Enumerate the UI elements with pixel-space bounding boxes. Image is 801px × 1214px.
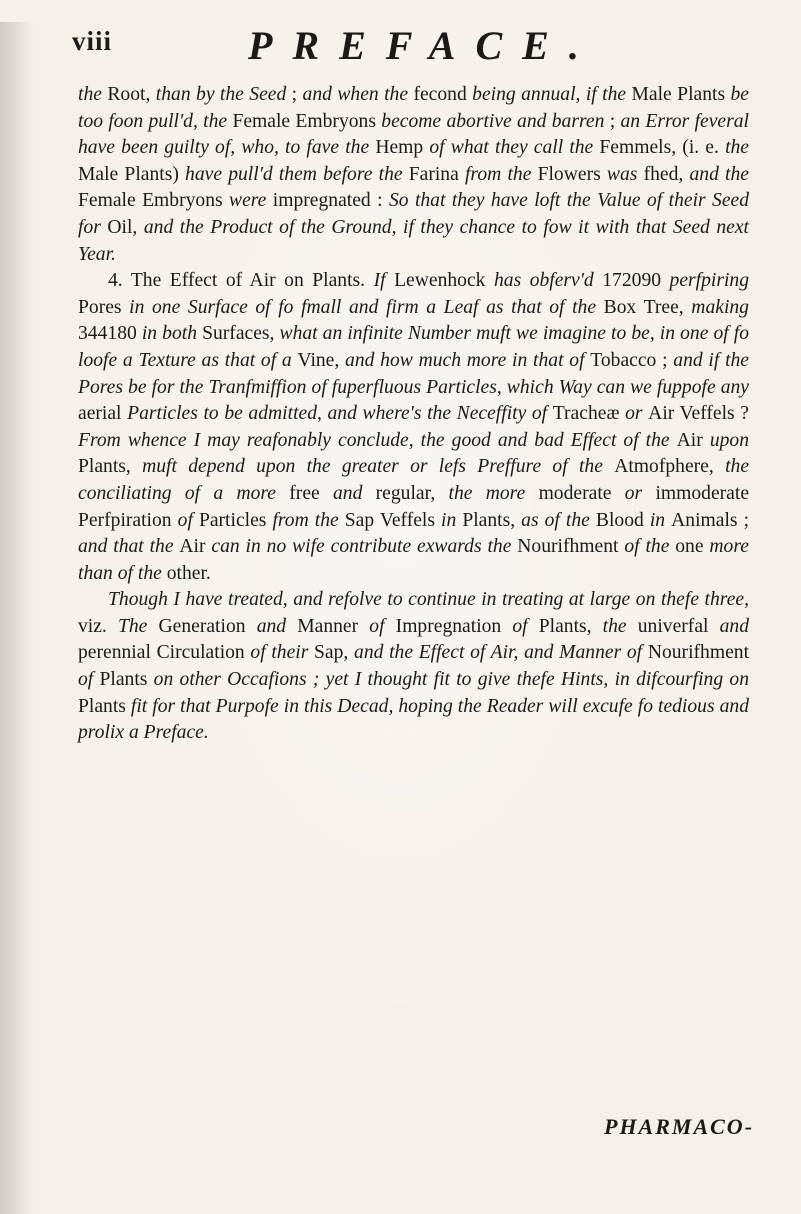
catchword: PHARMACO- bbox=[604, 1114, 755, 1139]
text-run: Plants, bbox=[78, 456, 143, 478]
text-run: Plants, bbox=[462, 509, 522, 531]
text-run: Particles bbox=[198, 509, 273, 531]
text-run: moderate bbox=[538, 482, 625, 504]
text-run: Blood bbox=[595, 509, 650, 531]
page-header bbox=[72, 22, 749, 82]
text-run: be too foon pull'd, the bbox=[78, 84, 749, 132]
text-run: Impregnation bbox=[395, 615, 513, 637]
text-run: than by the Seed bbox=[155, 84, 292, 105]
text-run: the bbox=[78, 84, 108, 105]
text-run: and that the bbox=[78, 536, 180, 558]
text-run: 4. The Effect of Air on Plants. bbox=[108, 270, 374, 292]
text-run: of bbox=[177, 509, 199, 531]
text-run: Manner bbox=[297, 615, 370, 637]
text-run: Plants bbox=[99, 669, 154, 691]
text-run: Surfaces, bbox=[202, 323, 280, 345]
text-run: Though I have treated, and refolve to continue in treating at large on thefe three, bbox=[108, 589, 749, 611]
text-run: So that they have loft the Value of their Seed for bbox=[78, 190, 750, 238]
text-run: what an infinite Number muft we imagine to be, in one of fo loofe a Texture as that of a bbox=[78, 323, 750, 371]
text-run: of the bbox=[624, 536, 676, 558]
text-run: ; bbox=[291, 84, 303, 105]
gutter-shadow bbox=[0, 22, 34, 1214]
text-run: Root, bbox=[107, 84, 156, 105]
text-run: and bbox=[332, 482, 376, 504]
text-run: an Error feveral have been guilty of, who, to fave the bbox=[78, 110, 749, 159]
text-run: 344180 bbox=[78, 323, 142, 345]
text-run: the bbox=[602, 615, 638, 637]
text-run: from the bbox=[272, 509, 345, 531]
text-run: of bbox=[369, 615, 396, 637]
text-run: univerfal bbox=[637, 615, 720, 637]
text-run: Sap Veffels bbox=[344, 509, 442, 531]
text-run: and bbox=[256, 615, 298, 637]
text-run: and the bbox=[689, 163, 749, 185]
text-run: Atmofphere, bbox=[614, 456, 726, 478]
text-run: 172090 bbox=[602, 270, 670, 292]
text-run: Female Embryons bbox=[78, 190, 230, 212]
text-run: in one Surface of fo fmall and firm a Leaf as that of the bbox=[129, 296, 604, 318]
text-run: Femmels, (i. e. bbox=[599, 137, 726, 159]
text-run: in bbox=[649, 509, 672, 531]
text-run: Generation bbox=[158, 615, 257, 637]
text-run: Lewenhock bbox=[394, 270, 494, 292]
text-run: and the Effect of Air, and Manner of bbox=[354, 642, 648, 664]
text-run: viz. bbox=[78, 615, 118, 637]
text-run: and bbox=[719, 615, 749, 637]
text-run: Nourifhment bbox=[517, 536, 625, 558]
paragraph-continued bbox=[78, 82, 749, 268]
text-run: and if the Pores be for the Tranfmiffion of fuperfluous Particles, which Way can we fuppofe any bbox=[78, 349, 750, 398]
text-run: the conciliating of a more bbox=[78, 456, 750, 504]
text-run: become abortive and barren bbox=[381, 110, 610, 132]
text-run: from the bbox=[464, 163, 538, 185]
text-run: aerial bbox=[78, 403, 128, 425]
text-run: was bbox=[606, 163, 644, 185]
text-run: immoderate Perfpiration bbox=[78, 482, 750, 531]
text-run: and the Product of the Ground, if they chance to fow it with that Seed next Year. bbox=[78, 216, 750, 265]
text-run: Female Embryons bbox=[232, 110, 382, 132]
text-run: can in no wife contribute exwards the bbox=[211, 536, 518, 558]
text-run: Farina bbox=[408, 163, 465, 185]
text-run: Male Plants) bbox=[78, 163, 186, 185]
text-run: Male Plants bbox=[631, 84, 731, 105]
text-run: of bbox=[78, 669, 100, 691]
text-run: the more bbox=[448, 482, 539, 504]
text-run: has obferv'd bbox=[493, 270, 603, 292]
text-run: of their bbox=[250, 642, 315, 664]
text-run: Pores bbox=[78, 296, 130, 318]
text-run: have pull'd them before the bbox=[185, 163, 409, 185]
text-run: of bbox=[512, 615, 539, 637]
text-run: Tobacco ; bbox=[590, 349, 674, 371]
text-run: Air Veffels ? bbox=[648, 403, 749, 425]
text-run: Air bbox=[179, 536, 212, 558]
text-run: If bbox=[373, 270, 395, 292]
text-run: Flowers bbox=[537, 163, 607, 185]
text-run: Tracheæ bbox=[552, 403, 626, 425]
text-run: From whence I may reafonably conclude, the good and bad Effect of the bbox=[78, 429, 677, 451]
running-title: PREFACE. bbox=[248, 23, 599, 68]
text-run: of what they call the bbox=[429, 137, 600, 159]
text-run: Nourifhment bbox=[647, 642, 750, 664]
text-run: regular, bbox=[375, 482, 449, 504]
text-run: being annual, if the bbox=[472, 84, 632, 105]
text-run: fhed, bbox=[643, 163, 690, 185]
text-run: Particles to be admitted, and where's the Neceffity of bbox=[127, 403, 553, 425]
text-run: Sap, bbox=[314, 642, 355, 664]
text-run: perennial Circulation bbox=[78, 642, 251, 664]
text-run: or bbox=[624, 482, 656, 504]
text-run: on other Occafions ; yet I thought fit to give thefe Hints, in difcourfing on bbox=[153, 669, 749, 691]
text-run: Hemp bbox=[375, 137, 430, 159]
text-run: impregnated : bbox=[272, 190, 389, 212]
text-run: Air bbox=[676, 429, 710, 451]
text-run: Animals ; bbox=[671, 509, 750, 531]
text-run: the bbox=[725, 137, 749, 159]
text-run: or bbox=[625, 403, 649, 425]
text-run: fecond bbox=[413, 84, 473, 105]
text-run: Plants, bbox=[538, 615, 603, 637]
text-run: making bbox=[691, 296, 749, 318]
text-run: ; bbox=[609, 110, 621, 132]
text-run: free bbox=[289, 482, 333, 504]
book-page bbox=[0, 22, 801, 1214]
text-run: one bbox=[675, 536, 710, 558]
body-text bbox=[78, 82, 749, 747]
text-run: perfpiring bbox=[669, 270, 750, 292]
text-run: and when the bbox=[302, 84, 414, 105]
text-run: as of the bbox=[521, 509, 596, 531]
text-run: The bbox=[117, 615, 159, 637]
text-run: in both bbox=[141, 323, 203, 345]
text-run: Oil, bbox=[107, 216, 144, 238]
page-number: viii bbox=[72, 26, 113, 56]
text-run: muft depend upon the greater or lefs Preffure of the bbox=[142, 456, 615, 478]
text-run: and how much more in that of bbox=[345, 349, 591, 371]
text-run: Box Tree, bbox=[603, 296, 692, 318]
text-run: Plants bbox=[78, 695, 131, 717]
paragraph-effect-of-air bbox=[78, 268, 749, 587]
text-run: more than of the bbox=[78, 536, 749, 584]
text-run: were bbox=[229, 190, 273, 212]
paragraph-closing bbox=[78, 587, 749, 747]
text-run: other. bbox=[166, 562, 211, 584]
text-run: Vine, bbox=[297, 349, 346, 371]
text-run: in bbox=[441, 509, 463, 531]
text-run: fit for that Purpofe in this Decad, hoping the Reader will excufe fo tedious and prolix a Preface. bbox=[78, 695, 749, 744]
text-run: upon bbox=[709, 429, 749, 451]
